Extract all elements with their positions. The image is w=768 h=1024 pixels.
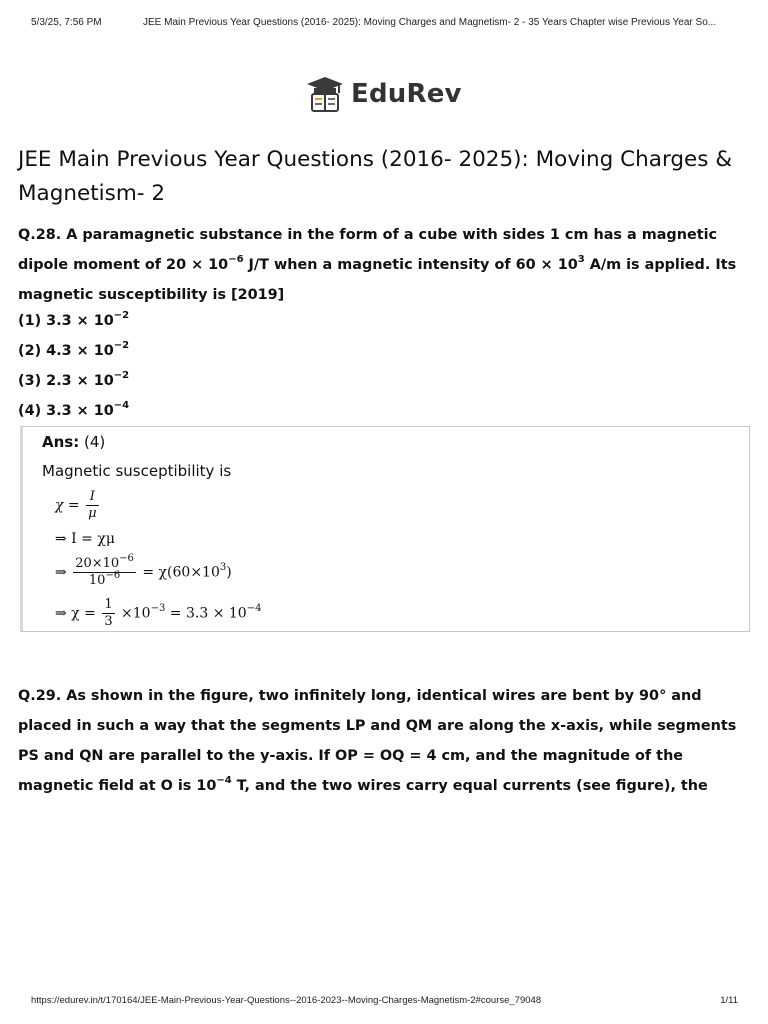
option-2: (2) $4.3 \times 10^{-2}$ (18, 340, 130, 359)
question-29-text: Q.29. As shown in the figure, two infinitely long, identical wires are bent by 90° and placed in such a way that the segments LP and QM are along the x-axis, while segments PS and QN are parallel to the y-axis. If OP = OQ = 4 cm, and the magnitude of the magnetic field at O is $10^{-4}$ T, and the two wires carry equal currents (see figure), the (18, 688, 737, 794)
option-4: (4) $3.3 \times 10^{-4}$ (18, 400, 130, 419)
explanation-text: Magnetic susceptibility is (42, 462, 232, 480)
print-datetime: 5/3/25, 7:56 PM (31, 17, 102, 28)
option-3: (3) $2.3 \times 10^{-2}$ (18, 370, 130, 389)
page-number: 1/11 (720, 995, 738, 1006)
equation-4: ⇒ χ = $\frac{1}{3}$ $\times 10^{-3} = 3.3 \times 10^{-4}$ (55, 597, 262, 629)
question-28-text: Q.28. A paramagnetic substance in the form of a cube with sides 1 cm has a magnetic dipole moment of $20 \times 10^{-6}$ J/T when a magnetic intensity of $60 \times 10^3$ A/m is applied. Its magnetic susceptibility is [2019] (18, 227, 737, 303)
edurev-logo[interactable] (305, 74, 462, 114)
print-url[interactable]: https://edurev.in/t/170164/JEE-Main-Previous-Year-Questions--2016-2023--Moving-Charges-Magnetism-2#course_79048 (31, 995, 542, 1006)
page-title: JEE Main Previous Year Questions (2016- 2025): Moving Charges & Magnetism- 2 (18, 147, 733, 206)
option-1: (1) $3.3 \times 10^{-2}$ (18, 310, 130, 329)
equation-2: ⇒ I = χμ (55, 531, 115, 547)
print-page-title: JEE Main Previous Year Questions (2016- 2025): Moving Charges and Magnetism- 2 - 35 Years Chapter wise Previous Year So... (143, 17, 717, 28)
equation-3: ⇒ $\frac{20\times 10^{-6}}{10^{-6}}$ = $\chi(60\times 10^3)$ (55, 552, 232, 588)
equation-1: χ = $\frac{I}{\mu}$ (55, 489, 97, 521)
logo-wordmark: EduRev (351, 79, 462, 109)
answer-label: Ans: (42, 433, 80, 451)
answer-value: (4) (79, 433, 106, 451)
graduation-cap-book-icon (305, 75, 345, 113)
answer-line (42, 433, 105, 451)
